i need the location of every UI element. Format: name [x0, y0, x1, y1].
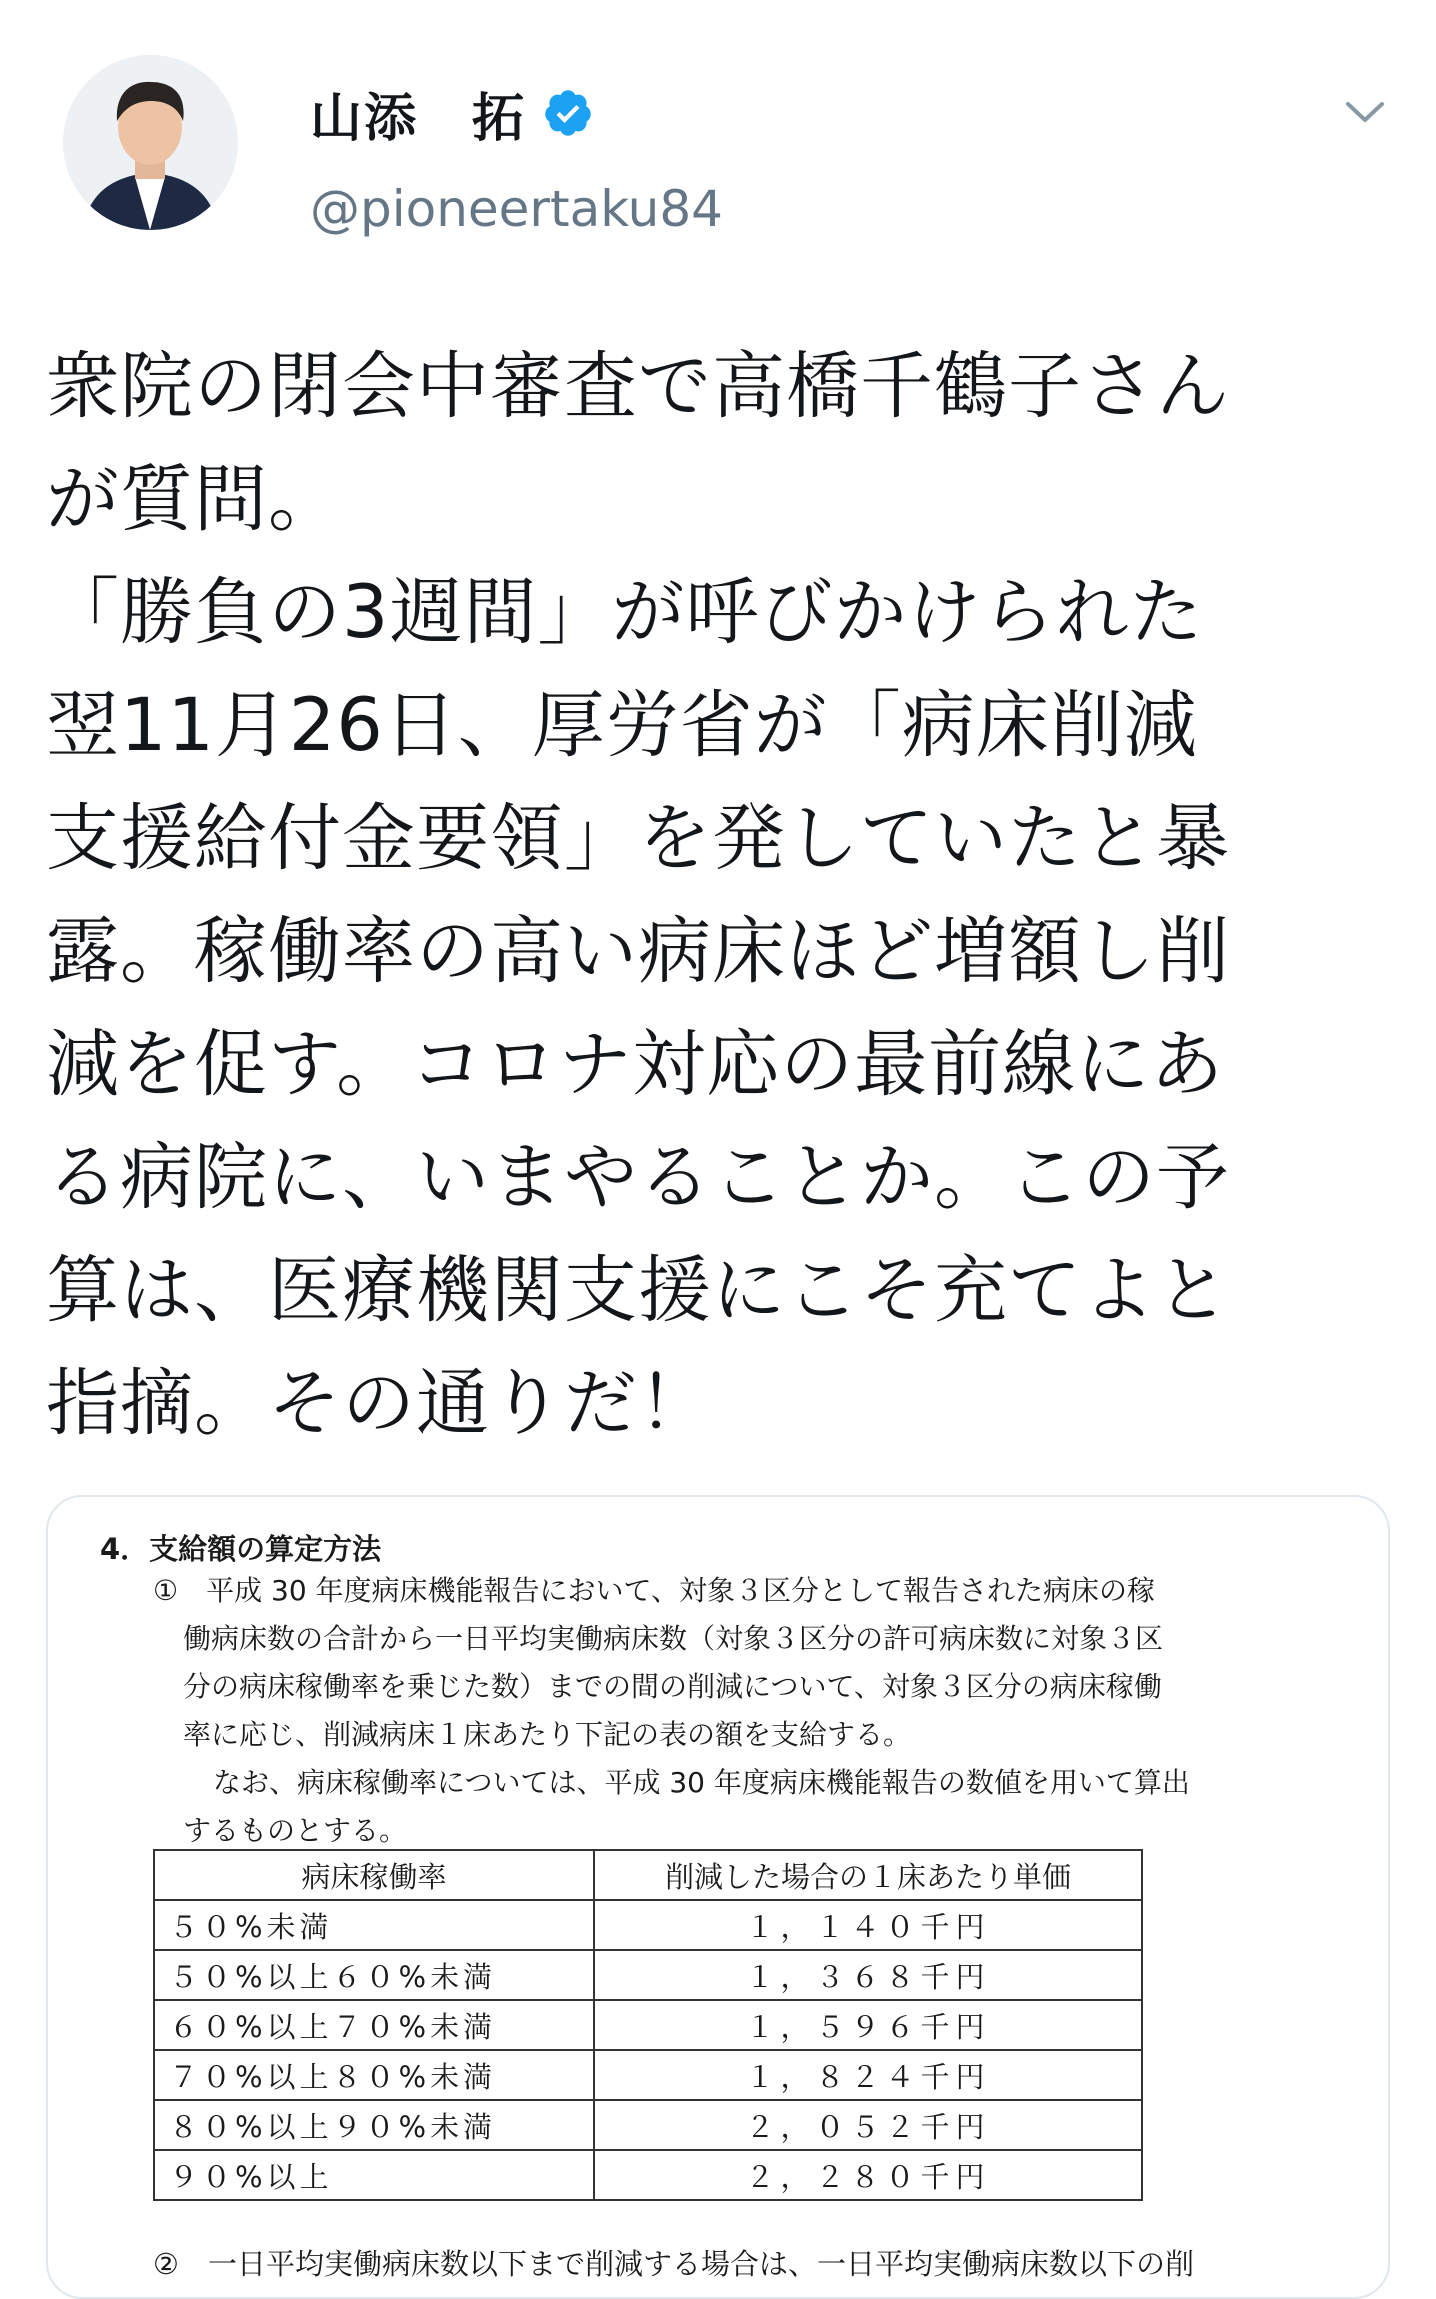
price-cell: １，５９６千円 [594, 2000, 1142, 2050]
tweet-text-line: 算は、医療機関支援にこそ充てよと [46, 1248, 1230, 1333]
verified-badge-icon [542, 87, 594, 139]
document-line: 働病床数の合計から一日平均実働病床数（対象３区分の許可病床数に対象３区 [183, 1622, 1164, 1655]
table-row [154, 2000, 1142, 2050]
document-line: ① 平成 30 年度病床機能報告において、対象３区分として報告された病床の稼 [153, 1574, 1155, 1607]
table-row [154, 2150, 1142, 2200]
table-row [154, 2050, 1142, 2100]
rate-table [153, 1849, 1143, 2201]
tweet-text-line: 支援給付金要領」を発していたと暴 [46, 796, 1230, 881]
display-name[interactable]: 山添 拓 [310, 88, 527, 149]
tweet-text [46, 330, 1406, 1460]
tweet-text-line: が質問。 [46, 457, 342, 542]
table-header: 削減した場合の１床あたり単価 [594, 1850, 1142, 1900]
price-cell: １，８２４千円 [594, 2050, 1142, 2100]
document-line: 率に応じ、削減病床１床あたり下記の表の額を支給する。 [183, 1718, 912, 1751]
chevron-down-icon[interactable] [1340, 92, 1390, 132]
tweet-text-line: る病院に、いまやることか。この予 [46, 1135, 1230, 1220]
rate-cell: ５０%以上６０%未満 [154, 1950, 594, 2000]
document-line: ② 一日平均実働病床数以下まで削減する場合は、一日平均実働病床数以下の削 [153, 2247, 1194, 2281]
table-row [154, 1950, 1142, 2000]
rate-cell: ８０%以上９０%未満 [154, 2100, 594, 2150]
table-header: 病床稼働率 [154, 1850, 594, 1900]
avatar[interactable] [63, 55, 238, 230]
name-row [310, 78, 594, 148]
table-row [154, 1900, 1142, 1950]
rate-cell: ７０%以上８０%未満 [154, 2050, 594, 2100]
document-line: するものとする。 [183, 1814, 408, 1847]
attached-image[interactable] [46, 1495, 1390, 2299]
price-cell: １，３６８千円 [594, 1950, 1142, 2000]
document-heading: 4．支給額の算定方法 [100, 1532, 382, 1566]
tweet-text-line: 衆院の閉会中審査で高橋千鶴子さん [46, 344, 1230, 429]
tweet-text-line: 指摘。その通りだ！ [46, 1361, 712, 1446]
tweet-text-line: 減を促す。コロナ対応の最前線にあ [46, 1022, 1225, 1107]
user-handle[interactable]: @pioneertaku84 [310, 180, 723, 238]
document-scan [48, 1497, 1388, 2297]
table-header-row [154, 1850, 1142, 1900]
document-line: なお、病床稼働率については、平成 30 年度病床機能報告の数値を用いて算出 [213, 1766, 1190, 1799]
tweet-text-line: 翌11月26日、厚労省が「病床削減 [46, 683, 1198, 768]
tweet-text-line: 「勝負の3週間」が呼びかけられた [46, 570, 1204, 655]
rate-cell: ５０%未満 [154, 1900, 594, 1950]
document-line: 分の病床稼働率を乗じた数）までの間の削減について、対象３区分の病床稼働 [183, 1670, 1162, 1703]
table-row [154, 2100, 1142, 2150]
tweet-text-line: 露。稼働率の高い病床ほど増額し削 [46, 909, 1230, 994]
rate-cell: ６０%以上７０%未満 [154, 2000, 594, 2050]
price-cell: １，１４０千円 [594, 1900, 1142, 1950]
rate-cell: ９０%以上 [154, 2150, 594, 2200]
tweet-header [0, 0, 1436, 300]
price-cell: ２，２８０千円 [594, 2150, 1142, 2200]
price-cell: ２，０５２千円 [594, 2100, 1142, 2150]
